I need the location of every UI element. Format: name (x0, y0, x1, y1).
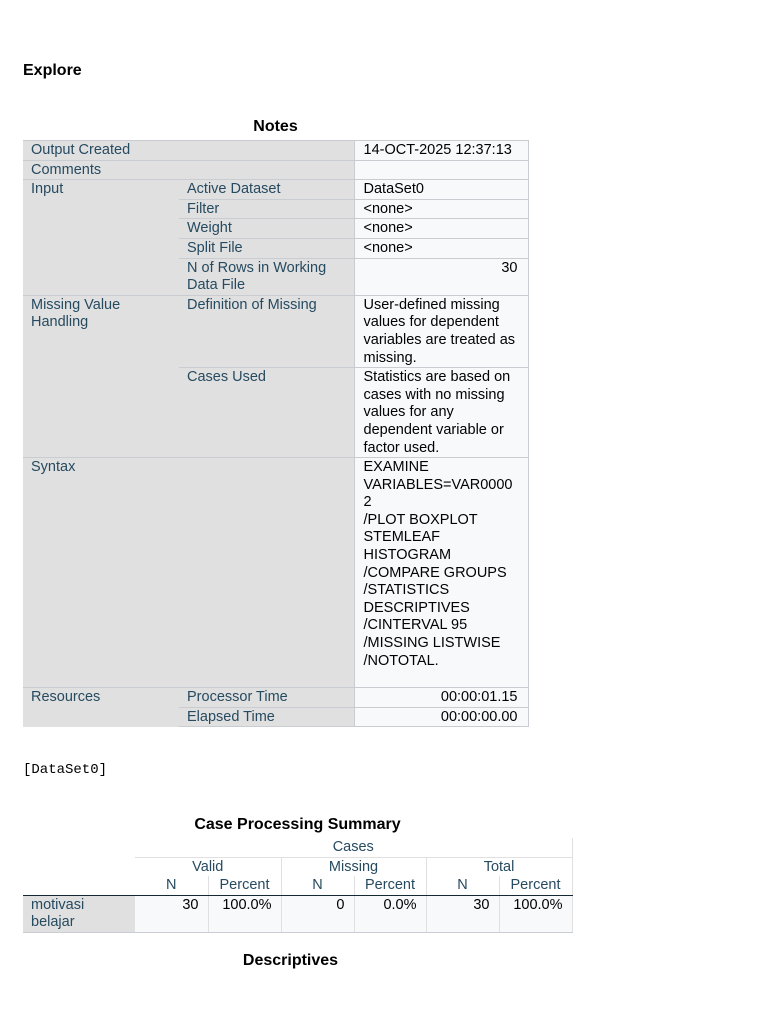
filter-value: <none> (354, 199, 528, 219)
n-rows-label: N of Rows in Working Data File (179, 258, 354, 295)
notes-table (23, 140, 529, 727)
subheader-percent: Percent (208, 876, 281, 895)
total-n-cell: 30 (426, 895, 499, 932)
syntax-line: /STATISTICS (363, 582, 450, 599)
comments-value (354, 160, 528, 180)
output-created-value: 14-OCT-2025 12:37:13 (354, 141, 528, 161)
missing-percent-cell: 0.0% (354, 895, 426, 932)
syntax-line: /PLOT BOXPLOT (363, 511, 478, 528)
definition-of-missing-value: User-defined missing values for dependent variables are treated as missing. (354, 295, 528, 367)
valid-percent-cell: 100.0% (208, 895, 281, 932)
cases-used-value: Statistics are based on cases with no missing values for any dependent variable or factor used. (354, 368, 528, 458)
subheader-n: N (135, 876, 208, 895)
n-rows-value: 30 (354, 258, 528, 295)
cps-header-groups (23, 857, 572, 876)
split-file-value: <none> (354, 238, 528, 258)
split-file-label: Split File (179, 238, 354, 258)
cases-header: Cases (135, 838, 572, 857)
active-dataset-value: DataSet0 (354, 180, 528, 200)
syntax-line: HISTOGRAM (363, 547, 452, 564)
missing-n-cell: 0 (281, 895, 354, 932)
elapsed-time-value: 00:00:00.00 (354, 707, 528, 727)
syntax-line: DESCRIPTIVES (363, 599, 470, 616)
syntax-line: /NOTOTAL. (363, 652, 439, 669)
cases-used-label: Cases Used (179, 368, 354, 458)
processor-time-label: Processor Time (179, 688, 354, 708)
case-processing-table (23, 838, 573, 933)
syntax-line: /COMPARE GROUPS (363, 564, 507, 581)
cps-header-sub (23, 876, 572, 895)
comments-label: Comments (23, 160, 354, 180)
dataset-reference: [DataSet0] (23, 762, 108, 778)
case-processing-title: Case Processing Summary (194, 816, 401, 833)
missing-value-handling-label: Missing Value Handling (23, 295, 179, 457)
notes-title: Notes (253, 118, 298, 135)
table-row (23, 895, 572, 932)
group-header-missing: Missing (281, 857, 426, 876)
valid-n-cell: 30 (135, 895, 208, 932)
subheader-n: N (426, 876, 499, 895)
notes-row-output-created (23, 141, 528, 161)
syntax-line: STEMLEAF (363, 529, 441, 546)
subheader-percent: Percent (354, 876, 426, 895)
processor-time-value: 00:00:01.15 (354, 688, 528, 708)
elapsed-time-label: Elapsed Time (179, 707, 354, 727)
notes-row-processor-time (23, 688, 528, 708)
active-dataset-label: Active Dataset (179, 180, 354, 200)
syntax-line: /MISSING LISTWISE (363, 635, 501, 652)
notes-row-definition-missing (23, 295, 528, 367)
subheader-percent: Percent (499, 876, 572, 895)
output-created-label: Output Created (23, 141, 354, 161)
resources-label: Resources (23, 688, 179, 727)
weight-value: <none> (354, 219, 528, 239)
explore-heading: Explore (23, 62, 82, 79)
input-label: Input (23, 180, 179, 296)
syntax-line: EXAMINE (363, 459, 429, 476)
weight-label: Weight (179, 219, 354, 239)
total-percent-cell: 100.0% (499, 895, 572, 932)
row-label: motivasi belajar (23, 895, 135, 932)
cps-header-cases (23, 838, 572, 857)
syntax-line: 2 (363, 494, 372, 511)
group-header-valid: Valid (135, 857, 281, 876)
notes-row-active-dataset (23, 180, 528, 200)
subheader-n: N (281, 876, 354, 895)
definition-of-missing-label: Definition of Missing (179, 295, 354, 367)
syntax-value (354, 458, 528, 688)
notes-row-syntax (23, 458, 528, 688)
syntax-line: /CINTERVAL 95 (363, 617, 468, 634)
syntax-line: VARIABLES=VAR0000 (363, 476, 513, 493)
syntax-label: Syntax (23, 458, 354, 688)
filter-label: Filter (179, 199, 354, 219)
group-header-total: Total (426, 857, 572, 876)
notes-row-comments (23, 160, 528, 180)
descriptives-title: Descriptives (242, 952, 339, 969)
